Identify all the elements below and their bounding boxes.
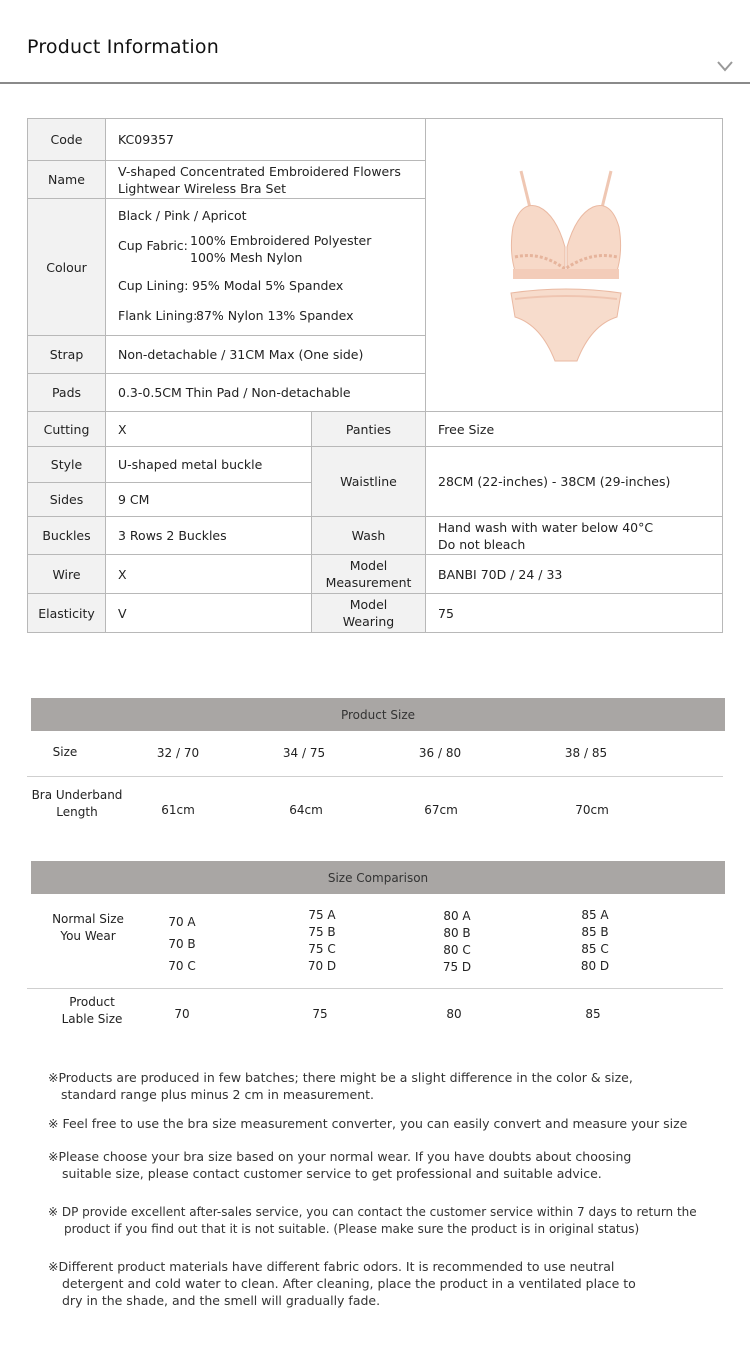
underband-label-1: Bra Underband [31,788,123,802]
panties-value: Free Size [426,412,722,447]
comparison-cell: 70 C [168,959,196,973]
note-batches [48,1069,633,1103]
note-line: standard range plus minus 2 cm in measurement. [61,1087,375,1102]
name-line-1: V-shaped Concentrated Embroidered Flowers [118,163,401,179]
section-header [0,0,750,84]
note-line: ※Products are produced in few batches; there might be a slight difference in the color & size, [48,1070,633,1085]
underband-label-2: Length [56,805,98,819]
note-line: detergent and cold water to clean. After cleaning, place the product in a ventilated place to [62,1276,636,1291]
model-wearing-label [312,594,426,632]
model-wearing-label-1: Model [349,597,388,612]
underband-cell: 70cm [575,803,609,817]
product-image-cell [426,119,722,412]
flank-lining-value: 87% Nylon 13% Spandex [196,308,354,323]
pads-value: 0.3-0.5CM Thin Pad / Non-detachable [106,374,426,412]
label-size-cell: 75 [312,1007,328,1021]
cup-fabric-line-1: 100% Embroidered Polyester [190,233,372,248]
comparison-col-3 [427,908,487,976]
strap-label: Strap [28,336,106,374]
size-row-label: Size [52,745,78,759]
size-comparison-header: Size Comparison [31,861,725,894]
note-line: ※Different product materials have different fabric odors. It is recommended to use neutral [48,1259,615,1274]
elasticity-value: V [106,594,312,632]
code-label: Code [28,119,106,161]
wash-value [426,517,722,555]
comparison-col-2 [292,907,352,975]
buckles-label: Buckles [28,517,106,555]
divider [27,776,723,777]
divider [27,988,723,989]
comparison-cell: 85 A [581,908,609,922]
comparison-cell: 80 A [443,909,471,923]
comparison-cell: 75 A [308,908,336,922]
size-cell: 32 / 70 [156,746,200,760]
spec-table [27,118,723,633]
note-line: product if you find out that it is not suitable. (Please make sure the product is in original status) [64,1222,640,1236]
label-size-cell: 70 [174,1007,190,1021]
comparison-col-4 [565,907,625,975]
panties-label: Panties [312,412,426,447]
waistline-label: Waistline [312,447,426,517]
label-size-label [42,994,142,1028]
comparison-cell: 80 B [443,926,471,940]
comparison-cell: 75 B [308,925,336,939]
wash-label: Wash [312,517,426,555]
colour-value-block [106,199,426,336]
label-size-label-1: Product [69,995,115,1009]
note-fabric-odor [48,1258,636,1309]
comparison-cell: 85 B [581,925,609,939]
note-line: ※ Feel free to use the bra size measurement converter, you can easily convert and measure your size [48,1116,688,1131]
code-value: KC09357 [106,119,426,161]
underband-cell: 61cm [161,803,195,817]
comparison-cell: 75 D [442,960,472,974]
flank-lining-label: Flank Lining: [118,308,198,323]
comparison-cell: 85 C [581,942,609,956]
product-image [501,165,631,375]
wire-value: X [106,555,312,594]
note-converter [48,1115,687,1132]
cup-fabric-value [190,232,371,266]
colour-value: Black / Pink / Apricot [118,208,247,223]
cutting-label: Cutting [28,412,106,447]
wash-line-1: Hand wash with water below 40°C [438,519,654,535]
strap-value: Non-detachable / 31CM Max (One side) [106,336,426,374]
comparison-cell: 80 C [443,943,471,957]
comparison-cell: 70 D [307,959,337,973]
label-size-cell: 85 [585,1007,601,1021]
normal-size-label-2: You Wear [60,929,116,943]
sides-value: 9 CM [106,483,312,517]
note-line: suitable size, please contact customer service to get professional and suitable advice. [62,1166,602,1181]
normal-size-label [38,911,138,945]
note-line: ※ DP provide excellent after-sales service, you can contact the customer service within 7 days to return the [48,1205,697,1219]
model-wearing-value: 75 [438,605,454,621]
pads-label: Pads [28,374,106,412]
normal-size-label-1: Normal Size [52,912,124,926]
label-size-label-2: Lable Size [61,1012,123,1026]
note-choose-size [48,1148,631,1182]
size-cell: 38 / 85 [564,746,608,760]
size-cell: 34 / 75 [282,746,326,760]
model-wearing-label-2: Wearing [342,614,395,629]
underband-label [27,787,127,821]
sides-label: Sides [28,483,106,517]
buckles-value: 3 Rows 2 Buckles [106,517,312,555]
comparison-cell: 70 B [168,937,196,951]
comparison-cell: 70 A [168,915,196,929]
cup-lining-value: 95% Modal 5% Spandex [192,278,344,293]
name-label: Name [28,161,106,199]
comparison-cell: 75 C [308,942,336,956]
cutting-value: X [106,412,312,447]
model-measurement-value: BANBI 70D / 24 / 33 [426,555,722,594]
comparison-cell: 80 D [580,959,610,973]
size-cell: 36 / 80 [418,746,462,760]
name-line-2: Lightwear Wireless Bra Set [118,180,287,196]
waistline-value: 28CM (22-inches) - 38CM (29-inches) [426,447,722,517]
cup-fabric-line-2: 100% Mesh Nylon [190,250,303,265]
model-measurement-label [312,555,426,594]
comparison-col-1 [152,911,212,977]
chevron-down-icon[interactable] [717,60,733,72]
underband-cell: 64cm [289,803,323,817]
underband-cell: 67cm [424,803,458,817]
cup-fabric-label: Cup Fabric: [118,238,188,253]
model-measurement-label-1: Model [349,558,388,573]
style-label: Style [28,447,106,483]
wire-label: Wire [28,555,106,594]
colour-label: Colour [28,199,106,336]
name-value [106,161,426,199]
note-line: dry in the shade, and the smell will gradually fade. [62,1293,381,1308]
model-measurement-label-2: Measurement [325,575,412,590]
note-after-sales [48,1204,697,1238]
elasticity-label: Elasticity [28,594,106,632]
cup-lining-label: Cup Lining: [118,278,189,293]
note-line: ※Please choose your bra size based on your normal wear. If you have doubts about choosing [48,1149,632,1164]
page-title: Product Information [27,36,219,58]
label-size-cell: 80 [446,1007,462,1021]
wash-line-2: Do not bleach [438,536,526,552]
style-value: U-shaped metal buckle [106,447,312,483]
product-size-header: Product Size [31,698,725,731]
